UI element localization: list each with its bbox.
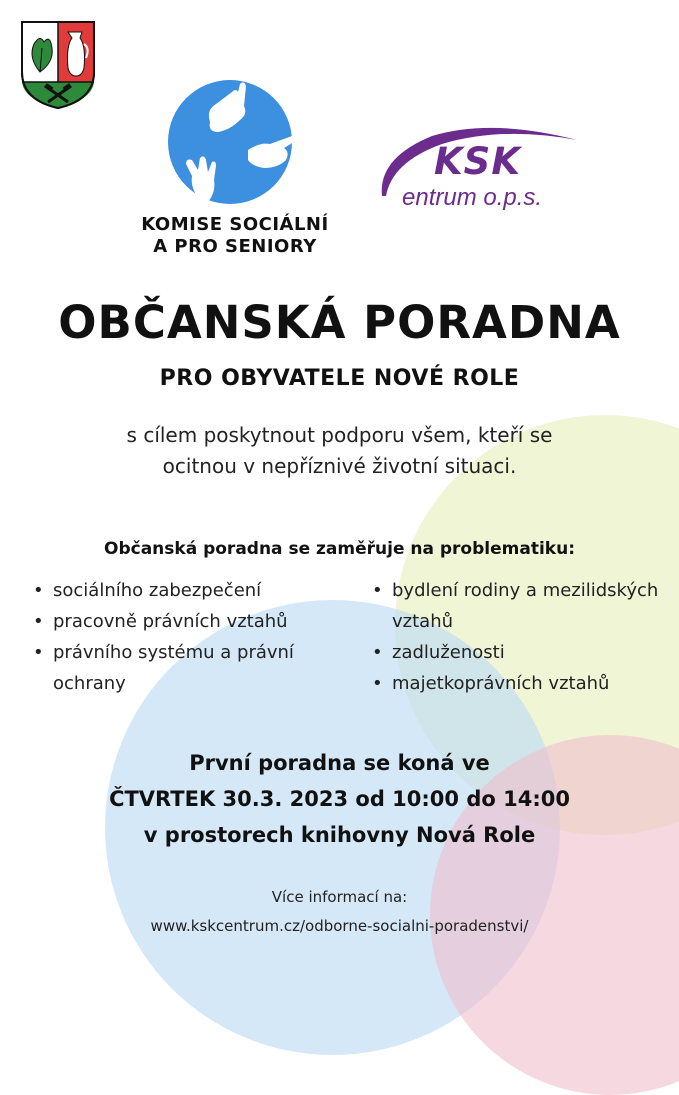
ksk-title: KSK xyxy=(434,140,521,183)
event-info xyxy=(0,745,679,853)
event-line-2: ČTVRTEK 30.3. 2023 od 10:00 do 14:00 xyxy=(109,787,570,811)
list-item: • zadluženosti xyxy=(370,637,670,668)
coat-of-arms-icon xyxy=(20,20,96,110)
focus-list-left xyxy=(31,575,361,699)
info-label: Více informací na: xyxy=(271,888,408,906)
ksk-logo xyxy=(372,118,582,218)
komise-line1: KOMISE SOCIÁLNÍ xyxy=(141,214,329,235)
focus-heading: Občanská poradna se zaměřuje na problematiku: xyxy=(104,539,575,559)
komise-line2: A PRO SENIORY xyxy=(153,236,317,257)
list-item: • bydlení rodiny a mezilidských vztahů xyxy=(370,575,670,637)
list-item: • sociálního zabezpečení xyxy=(31,575,361,606)
ksk-subtitle: entrum o.p.s. xyxy=(402,184,543,211)
intro-text xyxy=(60,420,619,482)
info-url-link[interactable]: www.kskcentrum.cz/odborne-socialni-poradenstvi/ xyxy=(150,917,529,935)
list-item: • právního systému a právní ochrany xyxy=(31,637,361,699)
event-line-3: v prostorech knihovny Nová Role xyxy=(143,823,536,847)
page-title: OBČANSKÁ PORADNA xyxy=(58,296,621,349)
page-subtitle: PRO OBYVATELE NOVÉ ROLE xyxy=(159,366,520,391)
hands-circle-icon xyxy=(160,80,300,210)
focus-list-right xyxy=(370,575,670,699)
intro-line-1: s cílem poskytnout podporu všem, kteří se xyxy=(126,423,553,447)
event-line-1: První poradna se koná ve xyxy=(189,751,490,775)
list-item: • majetkoprávních vztahů xyxy=(370,668,670,699)
intro-line-2: ocitnou v nepříznivé životní situaci. xyxy=(162,454,517,478)
list-item: • pracovně právních vztahů xyxy=(31,606,361,637)
